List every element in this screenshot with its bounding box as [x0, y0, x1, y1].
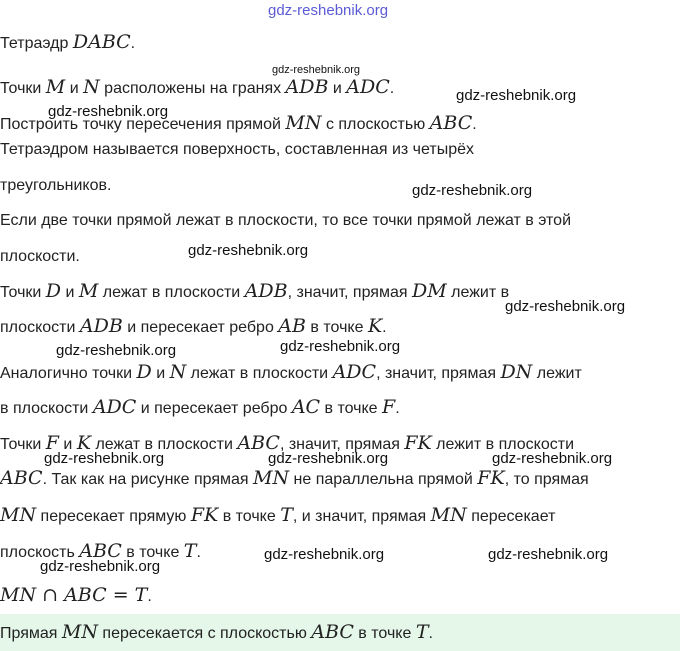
text: Тетраэдр — [0, 35, 73, 52]
text: и пересекает ребро — [136, 400, 292, 417]
text: Тетраэдром называется поверхность, составленная из четырёх — [0, 141, 474, 158]
math: D — [45, 280, 62, 302]
math: FK — [190, 504, 219, 526]
math: ABC — [79, 540, 122, 562]
math: ADB — [244, 280, 288, 302]
text: . — [147, 588, 152, 605]
math: MN ∩ ABC = T — [0, 584, 148, 606]
text: , и значит, прямая — [292, 508, 431, 525]
math: ADC — [346, 76, 390, 98]
math: FK — [404, 432, 432, 454]
text: Если две точки прямой лежат в плоскости, то все точки прямой лежат в этой — [0, 212, 572, 229]
math: D — [136, 361, 152, 383]
math: MN — [430, 504, 467, 526]
math: N — [169, 361, 187, 383]
math: T — [280, 504, 293, 526]
math: T — [183, 540, 197, 562]
watermark: gdz-reshebnik.org — [505, 298, 626, 315]
text: . — [130, 35, 136, 52]
watermark-top: gdz-reshebnik.org — [268, 2, 389, 19]
watermark: gdz-reshebnik.org — [280, 338, 401, 355]
text-line — [0, 211, 571, 231]
text: , то прямая — [504, 471, 589, 488]
text-line — [0, 281, 509, 303]
text: лежат в плоскости — [98, 284, 245, 301]
math: MN — [285, 112, 322, 134]
text: Построить точку пересечения прямой — [0, 116, 286, 133]
math: FK — [477, 467, 505, 489]
text: лежит в — [446, 284, 510, 301]
text: . — [428, 625, 433, 642]
text: плоскости. — [0, 248, 80, 265]
text: плоскость — [0, 544, 80, 561]
math: DN — [500, 361, 533, 383]
watermark: gdz-reshebnik.org — [48, 103, 169, 120]
text-line — [0, 113, 477, 135]
text: . — [382, 319, 387, 336]
text-line — [0, 505, 555, 527]
text: . — [472, 116, 477, 133]
watermark: gdz-reshebnik.org — [412, 182, 533, 199]
text: и пересекает ребро — [122, 319, 279, 336]
math: ADB — [79, 315, 123, 337]
text: пересекает прямую — [36, 508, 191, 525]
text: . — [196, 544, 201, 561]
math: ABC — [429, 112, 473, 134]
text: и — [65, 80, 84, 97]
text: лежит — [532, 365, 582, 382]
math: M — [45, 76, 66, 98]
math: ADC — [332, 361, 377, 383]
text: , значит, прямая — [279, 436, 405, 453]
math: F — [382, 396, 396, 418]
math: ADC — [92, 396, 137, 418]
watermark: gdz-reshebnik.org — [272, 64, 361, 76]
math: K — [76, 432, 92, 454]
watermark: gdz-reshebnik.org — [268, 450, 389, 467]
text-line — [0, 140, 474, 160]
math: N — [83, 76, 100, 98]
math: ADB — [285, 76, 329, 98]
math: MN — [61, 621, 98, 643]
math: F — [45, 432, 59, 454]
text: пересекается с плоскостью — [97, 625, 312, 642]
text: и — [58, 436, 77, 453]
text: плоскости — [0, 319, 80, 336]
text: . — [395, 400, 400, 417]
text: , значит, прямая — [287, 284, 412, 301]
text: Прямая — [0, 625, 62, 642]
watermark: gdz-reshebnik.org — [456, 87, 577, 104]
text-line — [0, 32, 135, 54]
text: , значит, прямая — [376, 365, 501, 382]
math: ABC — [0, 467, 43, 489]
watermark: gdz-reshebnik.org — [40, 558, 161, 575]
text: в точке — [320, 400, 383, 417]
text: и — [61, 284, 79, 301]
math: M — [78, 280, 99, 302]
text: в плоскости — [0, 400, 93, 417]
text-line — [0, 316, 387, 338]
watermark: gdz-reshebnik.org — [492, 450, 613, 467]
text: в точке — [353, 625, 416, 642]
watermark: gdz-reshebnik.org — [264, 546, 385, 563]
text-line — [0, 433, 574, 455]
text-line — [0, 397, 400, 419]
text-line — [0, 77, 394, 99]
text: Точки — [0, 284, 46, 301]
text-line — [0, 541, 201, 563]
math: MN — [0, 504, 37, 526]
answer-line — [0, 622, 433, 644]
formula-line — [0, 585, 152, 607]
text: Точки — [0, 80, 46, 97]
math: K — [367, 315, 383, 337]
text: и — [328, 80, 347, 97]
text-line — [0, 176, 111, 196]
text: . Так как на рисунке прямая — [42, 471, 253, 488]
text: в точке — [121, 544, 184, 561]
watermark: gdz-reshebnik.org — [188, 242, 309, 259]
math: MN — [253, 467, 290, 489]
text-line — [0, 468, 589, 490]
math: ABC — [311, 621, 354, 643]
math: T — [415, 621, 429, 643]
text: лежат в плоскости — [186, 365, 333, 382]
text: расположены на гранях — [99, 80, 286, 97]
text: и — [151, 365, 170, 382]
text-line — [0, 247, 80, 267]
math: ABC — [237, 432, 280, 454]
watermark: gdz-reshebnik.org — [44, 450, 165, 467]
math: AB — [278, 315, 306, 337]
math: DABC — [72, 31, 131, 53]
watermark: gdz-reshebnik.org — [56, 342, 177, 359]
text: пересекает — [466, 508, 556, 525]
text: треугольников. — [0, 177, 112, 194]
text-line — [0, 362, 582, 384]
text: не параллельна прямой — [289, 471, 478, 488]
text: лежат в плоскости — [91, 436, 238, 453]
watermark: gdz-reshebnik.org — [488, 546, 609, 563]
text: Точки — [0, 436, 46, 453]
text: лежит в плоскости — [431, 436, 574, 453]
text: . — [389, 80, 395, 97]
text: в точке — [218, 508, 281, 525]
math: AC — [291, 396, 321, 418]
text: Аналогично точки — [0, 365, 137, 382]
text: с плоскостью — [321, 116, 430, 133]
math: DM — [411, 280, 447, 302]
text: в точке — [305, 319, 368, 336]
